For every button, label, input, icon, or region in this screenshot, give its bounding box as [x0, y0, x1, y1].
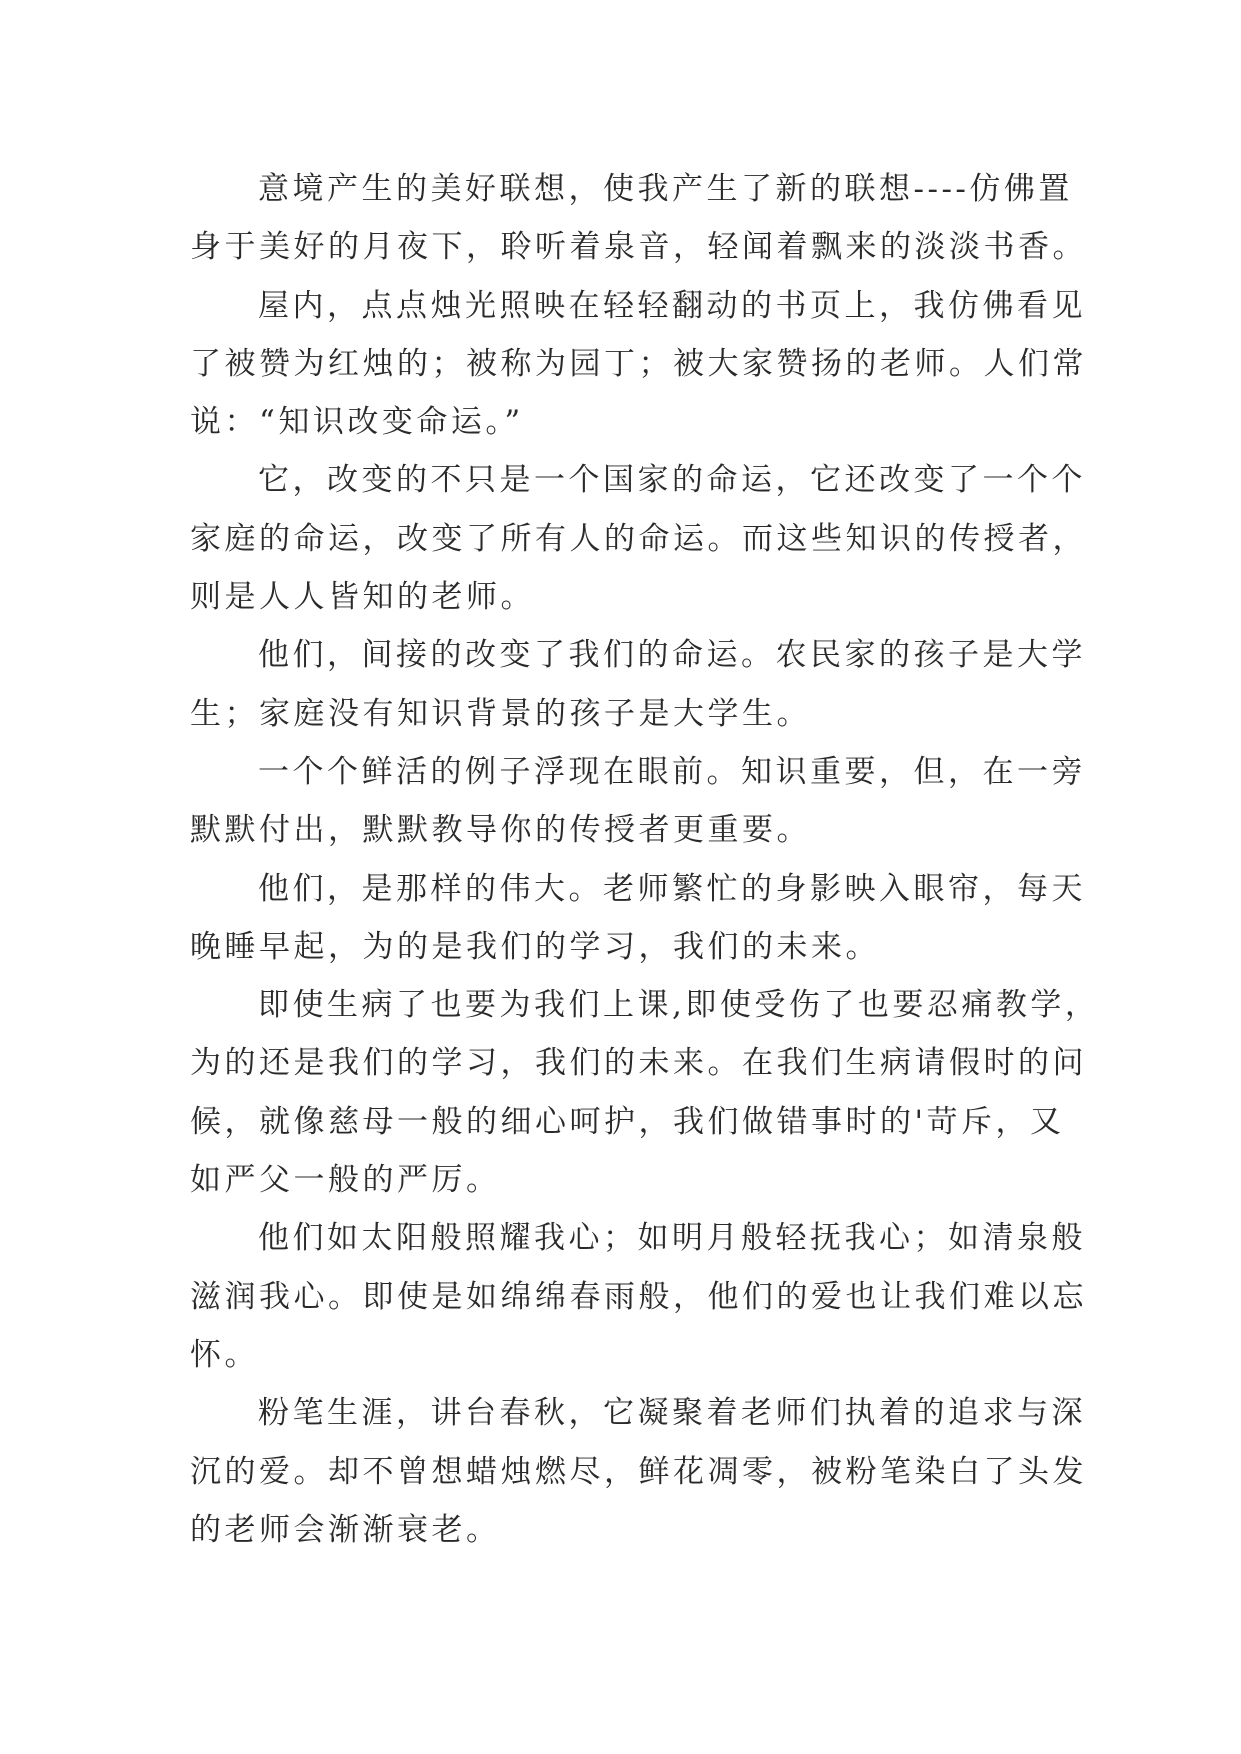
paragraph-line: 为的还是我们的学习，我们的未来。在我们生病请假时的问	[190, 1045, 1087, 1082]
paragraph-line: 如严父一般的严厉。	[190, 1162, 501, 1199]
paragraph-line: 怀。	[190, 1336, 259, 1373]
paragraph-line: 他们，是那样的伟大。老师繁忙的身影映入眼帘，每天	[258, 870, 1086, 907]
paragraph-line: 意境产生的美好联想，使我产生了新的联想----仿佛置	[258, 171, 1073, 207]
paragraph-line: 它，改变的不只是一个国家的命运，它还改变了一个个	[258, 462, 1086, 499]
paragraph-line: 的老师会渐渐衰老。	[190, 1511, 501, 1548]
paragraph-line: 滋润我心。即使是如绵绵春雨般，他们的爱也让我们难以忘	[190, 1278, 1087, 1315]
paragraph-line: 屋内，点点烛光照映在轻轻翻动的书页上，我仿佛看见	[258, 287, 1086, 324]
paragraph-line: 候，就像慈母一般的细心呵护，我们做错事时的'苛斥，又	[190, 1103, 1065, 1140]
paragraph-line: 身于美好的月夜下，聆听着泉音，轻闻着飘来的淡淡书香。	[190, 229, 1087, 266]
paragraph-line: 他们如太阳般照耀我心；如明月般轻抚我心；如清泉般	[258, 1220, 1086, 1257]
paragraph-line: 家庭的命运，改变了所有人的命运。而这些知识的传授者，	[190, 520, 1087, 557]
paragraph-line: 则是人人皆知的老师。	[190, 579, 535, 616]
paragraph-line: 说：“知识改变命运。”	[190, 404, 524, 441]
paragraph-line: 生；家庭没有知识背景的孩子是大学生。	[190, 695, 811, 732]
paragraph-line: 粉笔生涯，讲台春秋，它凝聚着老师们执着的追求与深	[258, 1395, 1086, 1432]
paragraph-line: 一个个鲜活的例子浮现在眼前。知识重要，但，在一旁	[258, 753, 1086, 790]
paragraph-line: 他们，间接的改变了我们的命运。农民家的孩子是大学	[258, 637, 1086, 674]
body-text	[190, 160, 1100, 1559]
paragraph-line: 了被赞为红烛的；被称为园丁；被大家赞扬的老师。人们常	[190, 345, 1087, 382]
paragraph-line: 沉的爱。却不曾想蜡烛燃尽，鲜花凋零，被粉笔染白了头发	[190, 1453, 1087, 1490]
paragraph-line: 即使生病了也要为我们上课,即使受伤了也要忍痛教学，	[258, 987, 1100, 1024]
paragraph-line: 晚睡早起，为的是我们的学习，我们的未来。	[190, 928, 880, 965]
paragraph-line: 默默付出，默默教导你的传授者更重要。	[190, 812, 811, 849]
